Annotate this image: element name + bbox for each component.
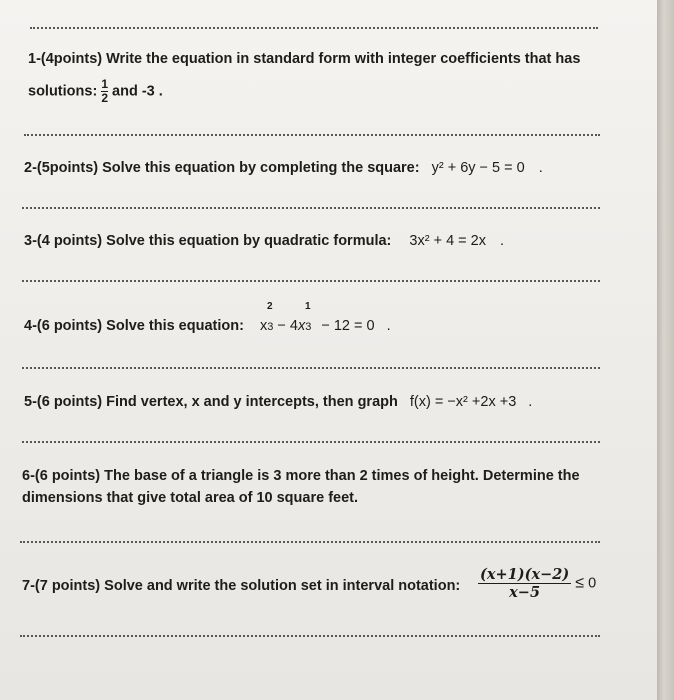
question-2: [24, 160, 543, 176]
solutions-tail: and -3 .: [112, 83, 163, 100]
solutions-label: solutions:: [28, 83, 98, 100]
fraction-denominator: 2: [101, 91, 108, 105]
inequality-rhs: 0: [588, 575, 597, 592]
question-3-equation: 3x² + 4 = 2x: [409, 233, 486, 249]
question-4: [24, 301, 391, 334]
separator-rule: [22, 367, 600, 369]
question-2-text: 2-(5points) Solve this equation by completing the square:: [24, 160, 420, 176]
exponent-numerator: 2: [266, 301, 273, 312]
fraction-one-half: [101, 78, 108, 105]
exponent-denominator: 3: [305, 321, 312, 333]
question-1-text: 1-(4points) Write the equation in standard form with integer coefficients that has: [28, 51, 581, 67]
separator-rule: [24, 134, 600, 136]
question-7-text: 7-(7 points) Solve and write the solution set in interval notation:: [22, 578, 461, 594]
minus-four: − 4: [277, 318, 298, 334]
question-4-dot: .: [386, 318, 391, 334]
question-2-equation: y² + 6y − 5 = 0: [431, 160, 525, 176]
question-4-text: 4-(6 points) Solve this equation:: [24, 318, 244, 334]
separator-rule: [30, 27, 598, 29]
separator-rule: [20, 541, 600, 543]
x-variable: x: [297, 318, 306, 334]
question-7: [22, 578, 460, 594]
rational-numerator: (x+1)(x−2): [480, 566, 570, 583]
rational-denominator: x−5: [478, 583, 571, 601]
exponent-denominator: 3: [267, 321, 274, 333]
x-two-thirds: [259, 301, 274, 334]
equation-tail: − 12 = 0: [321, 318, 375, 334]
separator-rule: [22, 207, 600, 209]
x-variable: x: [259, 318, 268, 334]
question-6-line-2: dimensions that give total area of 10 square feet.: [22, 490, 359, 506]
question-1-solutions: [28, 78, 163, 105]
exponent-numerator: 1: [304, 301, 311, 312]
question-3: [24, 233, 504, 249]
question-5-function: f(x) = −x² +2x +3: [409, 394, 517, 410]
separator-rule: [22, 280, 600, 282]
question-3-text: 3-(4 points) Solve this equation by quadratic formula:: [24, 233, 392, 249]
page-edge: [657, 0, 674, 700]
question-4-equation: [259, 301, 391, 334]
separator-rule: [22, 441, 600, 443]
question-1: [28, 51, 580, 67]
fraction-numerator: 1: [101, 77, 108, 91]
question-5-dot: .: [528, 394, 533, 410]
question-3-dot: .: [500, 233, 505, 249]
separator-rule: [20, 635, 600, 637]
question-5: [24, 394, 532, 410]
question-6-line-1: 6-(6 points) The base of a triangle is 3 more than 2 times of height. Determine the: [22, 468, 580, 484]
question-2-dot: .: [538, 160, 543, 176]
question-7-inequality: [478, 566, 596, 601]
x-one-third: [297, 301, 312, 334]
less-or-equal-sign: ≤: [575, 574, 585, 592]
rational-expression: [478, 566, 571, 601]
question-5-text: 5-(6 points) Find vertex, x and y intercepts, then graph: [24, 394, 398, 410]
